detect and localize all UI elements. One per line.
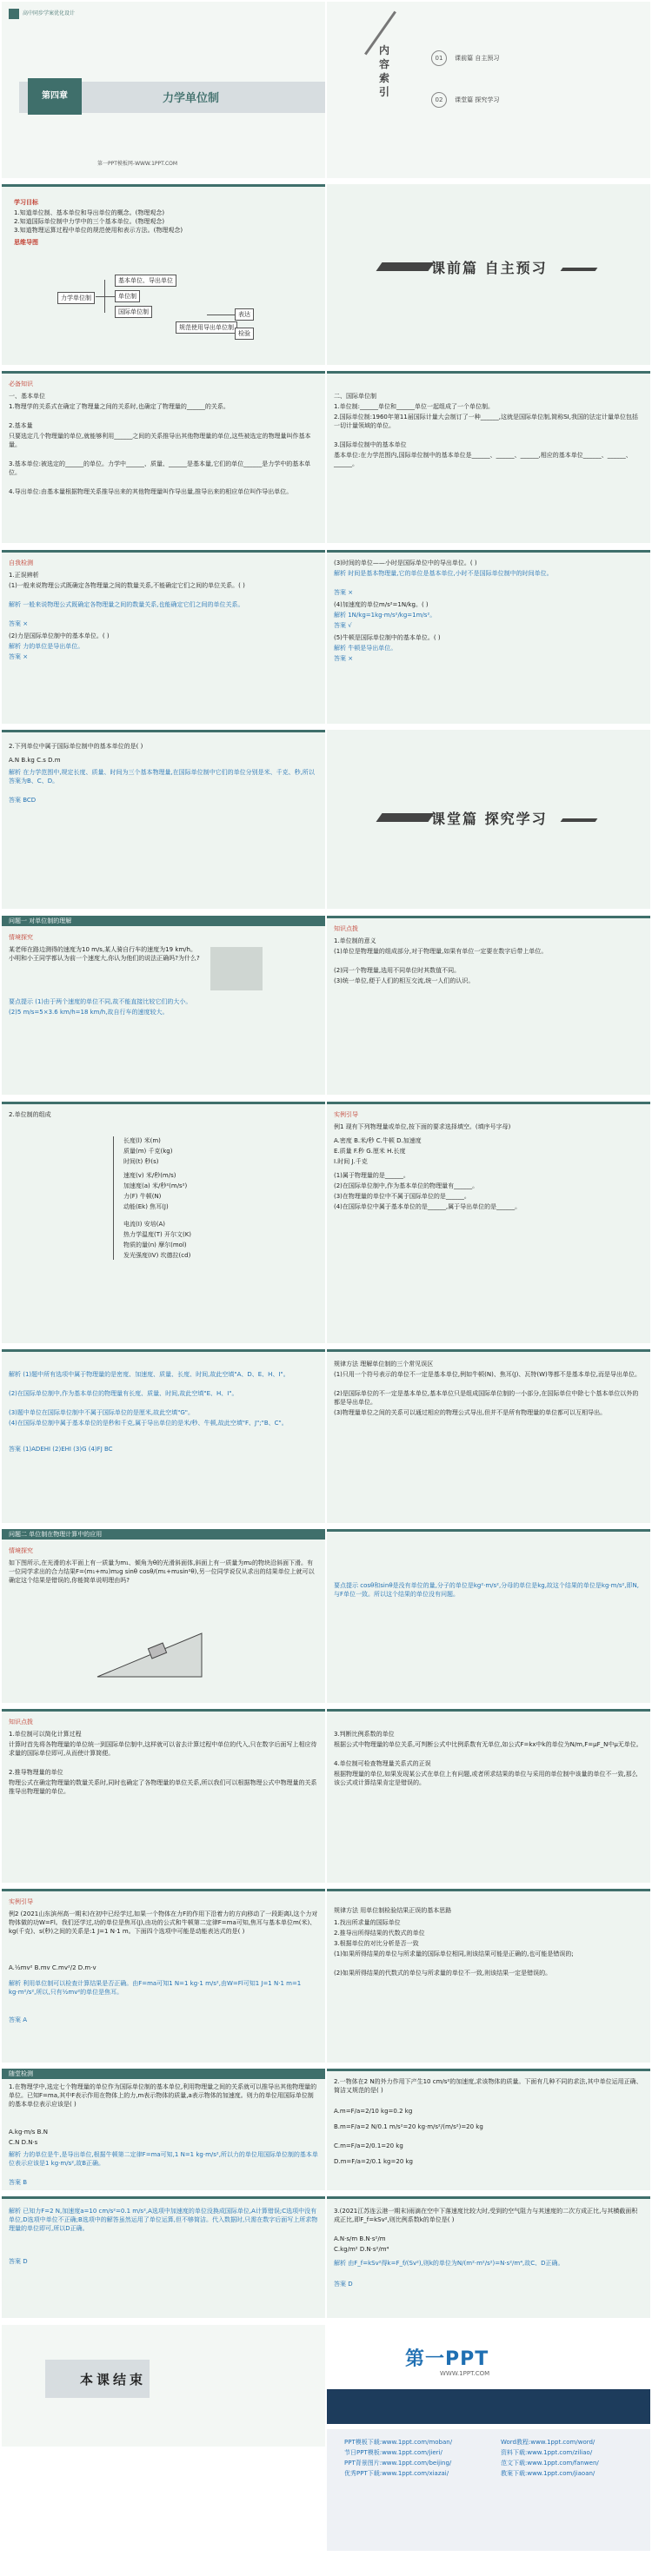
kb-line: 1.单位制:______单位和______单位一起组成了一个单位制。 (334, 403, 495, 410)
resource-link[interactable]: Word教程:www.1ppt.com/word/ (501, 2439, 595, 2446)
answer: 答案 (1)ADEHI (2)EHI (3)G (4)FJ BC (9, 1446, 113, 1453)
quiz-option: C.N D.N·s (9, 2139, 38, 2146)
map-node-4: 表达 (235, 308, 254, 321)
kb-line: 3.国际单位制中的基本单位 (334, 441, 407, 448)
kb-line: 只要选定几个物理量的单位,就能够利用______之间的关系推导出其他物理量的单位,这些被选定的物理量叫作基本量。 (9, 433, 311, 448)
slide-self-check-2 (327, 550, 650, 724)
slide-problem-2 (2, 1529, 325, 1703)
slide-knowledge (2, 371, 325, 543)
top-bar (327, 1529, 650, 1532)
key-point: (2)5 m/s=5×3.6 km/h=18 km/h,故自行车的速度较大。 (9, 1009, 169, 1016)
brush-stroke (376, 813, 434, 822)
top-bar (2, 2196, 325, 2199)
top-bar (327, 1889, 650, 1891)
answer: 答案 × (9, 620, 29, 627)
rule-line: 3.根据单位的对比分析是否一致 (334, 1940, 419, 1947)
tree-row: 动能(Ek) 焦耳(J) (123, 1203, 169, 1210)
map-node-3: 国际单位制 (115, 306, 152, 318)
note-line: 1.单位制的意义 (334, 937, 376, 944)
top-bar (2, 1349, 325, 1352)
resource-link[interactable]: 范文下载:www.1ppt.com/fanwen/ (501, 2460, 599, 2467)
map-connector (96, 296, 115, 297)
scenario: 如下图所示,在光滑的水平面上有一质量为m₁、倾角为θ的光滑斜面体,斜面上有一质量为m₂的物块沿斜面下滑。有一位同学求出的合力结果F=(m₁+m₂)m₂g sinθ cosθ/(m₁+m₂sin²θ),另一位同学说仅从求出的结果单位上就可以确定这个结果是错误的,你能简单说明理由吗? (9, 1560, 315, 1584)
section-tag: 知识点拨 (334, 925, 358, 932)
slide-problem-1 (2, 916, 325, 1095)
resource-link[interactable]: 资料下载:www.1ppt.com/ziliao/ (501, 2449, 593, 2456)
heading-bar (2, 2069, 325, 2079)
example-blank: (1)属于物理量的是______。 (334, 1172, 409, 1179)
objective-2: 2.知道国际单位制中力学中的三个基本单位。(物理观念) (14, 218, 165, 225)
example-option: E.质量 F.秒 G.厘米 H.长度 (334, 1148, 406, 1155)
item-number: 01 (431, 50, 447, 66)
resource-link[interactable]: 优秀PPT下载:www.1ppt.com/xiazai/ (344, 2470, 449, 2477)
analysis: 解析 力的单位是牛,是导出单位,根据牛顿第二定律F=ma可知,1 N=1 kg·m/s²,所以力的单位用国际单位制的基本单位表示应该是1 kg·m/s²,故B正确。 (9, 2151, 318, 2167)
slide-knowledge-2 (327, 371, 650, 543)
quiz-option: A.kg·m/s B.N (9, 2129, 48, 2136)
footer-text: 第一PPT模板网-WWW.1PPT.COM (97, 161, 178, 167)
top-bar (2, 1889, 325, 1891)
slide-problem-1-notes (327, 916, 650, 1095)
note-line: 根据物理量的单位,如果发现某公式在单位上有问题,或者所求结果的单位与采用的单位制中该量的单位不一致,那么该公式或计算结果肯定是错误的。 (334, 1771, 638, 1786)
logo-icon (9, 9, 19, 19)
answer: 答案 × (334, 655, 354, 662)
analysis: (2)在国际单位制中,作为基本单位的物理量有长度、质量、时间,故此空填"E、H、I"。 (9, 1390, 238, 1397)
options: A.N B.kg C.s D.m (9, 757, 61, 764)
rule-line: (1)如果所得结果的单位与所求量的国际单位相同,则该结果可能是正确的,也可能是错误的; (334, 1950, 574, 1957)
slide-cover (2, 2, 325, 178)
section-title: 课前篇 自主预习 (431, 260, 548, 276)
tree-bracket (113, 1136, 114, 1260)
note-line: 3.判断比例系数的单位 (334, 1731, 395, 1738)
key-point: 要点提示 (1)由于两个速度的单位不同,故不能直接比较它们的大小。 (9, 998, 192, 1005)
kb-line: 基本单位:在力学范围内,国际单位制中的基本单位是______、______、______,相应的基本单位______、______、______。 (334, 452, 632, 467)
objectives-title: 学习目标 (14, 199, 38, 206)
top-bar (327, 1102, 650, 1104)
analysis: 解析 由F_f=kSv²得k=F_f/(Sv²),则k的单位为N/(m²·m²/s²)=N·s²/m⁴,故C、D正确。 (334, 2260, 564, 2267)
tree-row: 物质的量(n) 摩尔(mol) (123, 1242, 187, 1248)
answer: 答案 √ (334, 622, 352, 629)
quiz-option: C.kg/m² D.N·s²/m⁴ (334, 2246, 389, 2253)
top-bar (2, 184, 325, 187)
rule-line: (2)是国际单位的不一定是基本单位,基本单位只是组成国际单位制的一小部分,在国际单位中除七个基本单位以外的都是导出单位。 (334, 1390, 639, 1406)
note-line: 根据公式中物理量的单位关系,可判断公式中比例系数有无单位,如公式F=kx中k的单位为N/m,F=μF_N中μ无单位。 (334, 1741, 642, 1748)
slide-unit-system (2, 1102, 325, 1343)
answer: 答案 B (9, 2179, 28, 2186)
brush-stroke (561, 268, 598, 271)
item-label: 课前篇 自主预习 (455, 55, 500, 62)
answer: 答案 D (9, 2258, 28, 2265)
rule-line: 1.找出所求量的国际单位 (334, 1919, 401, 1926)
answer: 答案 A (9, 2016, 28, 2023)
analysis: 解析 已知力F=2 N,加速度a=10 cm/s²=0.1 m/s²,A选项中加速度的单位没换成国际单位,A计算错误;C选项中没有单位,D选项中单位不正确;B选项中的解答虽然运用了单位运算,但不够简洁。代入数据时,只需在数字后面写上所求物理量的单位即可,所以D正确。 (9, 2208, 318, 2232)
rule-line: (1)只用一个符号表示的单位不一定是基本单位,例如牛顿(N)、焦耳(J)、瓦特(W)等都不是基本单位,而是导出单位。 (334, 1371, 641, 1378)
map-root: 力学单位制 (57, 292, 95, 304)
top-bar (327, 371, 650, 374)
slide-quiz-2 (327, 2069, 650, 2190)
question: (5)牛顿是国际单位制中的基本单位。( ) (334, 634, 441, 641)
top-bar (327, 2196, 650, 2199)
section-tag: 必备知识 (9, 381, 33, 387)
section-title: 课堂篇 探究学习 (431, 811, 548, 827)
end-title: 本课结束 (80, 2372, 147, 2387)
analysis: 解析 利用单位制可以检查计算结果是否正确。由F=ma可知1 N=1 kg·1 m/s²,由W=Fl可知1 J=1 N·1 m=1 kg·m²/s²,所以,只有½mv²的单位是焦耳。 (9, 1980, 302, 1996)
analysis: (3)题中单位在国际单位制中不属于国际单位的是厘米,故此空填"G"。 (9, 1409, 195, 1416)
note-line: 1.单位制可以简化计算过程 (9, 1731, 82, 1738)
tree-row: 力(F) 牛顿(N) (123, 1193, 162, 1200)
section-tag: 随堂检测 (9, 2070, 33, 2077)
tree-row: 长度(l) 米(m) (123, 1137, 161, 1144)
section-tag: 情境探究 (9, 934, 33, 941)
brush-stroke (561, 818, 598, 822)
kb-line: 1.物理学的关系式在确定了物理量之间的关系时,也确定了物理量的______的关系。 (9, 403, 230, 410)
note-line: 物理公式在确定物理量的数量关系时,同时也确定了各物理量的单位关系,所以我们可以根据物理公式中物理量的关系推导出物理量的单位。 (9, 1779, 317, 1795)
resource-link[interactable]: PPT背景图片:www.1ppt.com/beijing/ (344, 2460, 452, 2467)
problem-heading: 问题二 单位制在物理计算中的应用 (9, 1531, 103, 1538)
analysis: (4)在国际单位制中属于基本单位的是秒和千克,属于导出单位的是米/秒、牛顿,故此空填"F、J";"B、C"。 (9, 1420, 288, 1427)
note-line: (3)统一单位,便于人们的相互交流,统一人们的认识。 (334, 977, 475, 984)
note-line: 2.推导物理量的单位 (9, 1769, 63, 1776)
question-title: 1.正误辨析 (9, 572, 39, 579)
example-blank: (2)在国际单位制中,作为基本单位的物理量有______。 (334, 1182, 479, 1189)
kb-line: 一、基本单位 (9, 393, 45, 400)
slide-self-check (2, 550, 325, 724)
item-label: 课堂篇 探究学习 (455, 96, 500, 103)
slide-end (2, 2325, 325, 2447)
quiz-option: B.m=F/a=2 N/0.1 m/s²=20 kg·m/s²/(m/s²)=20 kg (334, 2123, 483, 2130)
quiz-option: A.m=F/a=2/10 kg=0.2 kg (334, 2108, 413, 2115)
scenario: 某老师在路边测得的速度为10 m/s,某人骑自行车的速度为19 km/h。小明和小王同学都认为前一个速度大,你认为他们的说法正确吗?为什么? (9, 946, 200, 962)
section-title: 2.单位制的组成 (9, 1111, 51, 1118)
tree-row: 热力学温度(T) 开尔文(K) (123, 1231, 192, 1238)
brand-url[interactable]: WWW.1PPT.COM (440, 2370, 490, 2377)
question: (2)力是国际单位制中的基本单位。( ) (9, 632, 110, 639)
slide-quiz-1 (2, 2069, 325, 2190)
example-blank: (3)在物理量的单位中不属于国际单位的是______。 (334, 1193, 470, 1200)
top-bar (2, 550, 325, 553)
analysis: 解析 时间是基本物理量,它的单位是基本单位,小时不是国际单位制中的时间单位。 (334, 570, 553, 577)
section-tag: 实例引导 (9, 1898, 33, 1905)
lesson-title: 力学单位制 (163, 92, 220, 105)
incline-diagram (89, 1625, 219, 1685)
example-question: 例2 (2021山东滨州高一期末)在初中已经学过,如果一个物体在力F的作用下沿着力的方向移动了一段距离l,这个力对物体做的功W=Fl。我们还学过,功的单位是焦耳(J),由功的公式和牛顿第二定律F=ma可知,焦耳与基本单位m(米)、kg(千克)、s(秒)之间的关系是:1 J=1 N·1 m。下面四个选项中可能是动能表达式的是( ) (9, 1910, 318, 1935)
kb-line: 2.国际单位制:1960年第11届国际计量大会制订了一种______,这就是国际单位制,简称SI,我国的法定计量单位包括一切计量领域的单位。 (334, 414, 638, 429)
cyclist-image (210, 947, 263, 990)
slide-section-1 (327, 184, 650, 365)
quiz-option: A.N·s/m B.N·s²/m (334, 2235, 386, 2242)
map-node-6: 检验 (235, 328, 254, 340)
top-bar (327, 2069, 650, 2071)
contents-item-1[interactable] (431, 47, 499, 66)
map-node-5: 规范使用导出单位制 (176, 321, 237, 334)
top-bar (327, 1349, 650, 1352)
answer: 答案 D (334, 2281, 353, 2288)
kb-line: 4.导出单位:由基本量根据物理关系推导出来的其他物理量叫作导出量,推导出来的相应单位叫作导出单位。 (9, 488, 293, 495)
section-tag: 知识点拨 (9, 1718, 33, 1725)
analysis: 解析 在力学范围中,规定长度、质量、时间为三个基本物理量,在国际单位制中它们的单位分别是米、千克、秒,所以答案为B、C、D。 (9, 769, 315, 785)
rule-line: 规律方法 理解单位制的三个常见误区 (334, 1361, 434, 1367)
quiz-option: C.m=F/a=2/0.1=20 kg (334, 2142, 403, 2149)
map-title: 思维导图 (14, 239, 38, 246)
rule-line: (3)物理量单位之间的关系可以通过相应的物理公式导出,但并不是所有物理量的单位都可以互相导出。 (334, 1409, 607, 1416)
section-tag: 实例引导 (334, 1111, 358, 1118)
item-number: 02 (431, 92, 447, 108)
slide-analysis-1 (2, 1349, 325, 1523)
answer: 答案 × (9, 653, 29, 660)
note-line: 计算时首先将各物理量的单位统一到国际单位制中,这样就可以省去计算过程中单位的代入,只在数字后面写上相应待求量的国际单位即可,从而使计算简便。 (9, 1741, 317, 1757)
answer: 答案 BCD (9, 797, 37, 804)
quiz-option: D.m=F/a=2/0.1 kg=20 kg (334, 2158, 413, 2165)
brand-logo: 第一PPT (405, 2348, 489, 2370)
key-point: 要点提示 cosθ和sinθ是没有单位的量,分子的单位是kg²·m/s²,分母的单位是kg,故这个结果的单位是kg·m/s²,即N,与F单位一致。所以这个结果的单位没有问题。 (334, 1582, 639, 1598)
section-tag: 自我检测 (9, 560, 33, 566)
quiz-question: 2.一物体在2 N的外力作用下产生10 cm/s²的加速度,求该物体的质量。下面有几种不同的求法,其中单位运用正确、简洁又规范的是( ) (334, 2078, 642, 2094)
example-blank: (4)在国际单位中属于基本单位的是______,属于导出单位的是______。 (334, 1203, 522, 1210)
resource-link[interactable]: 教案下载:www.1ppt.com/jiaoan/ (501, 2470, 595, 2477)
analysis: 解析 力的单位是导出单位。 (9, 643, 84, 650)
chapter-label: 第四章 (28, 78, 82, 115)
rule-line: 2.推导出所得结果的代数式的单位 (334, 1930, 425, 1937)
slide-example-2 (2, 1889, 325, 2063)
analysis: 解析 1N/kg=1kg·m/s²/kg=1m/s²。 (334, 612, 436, 619)
section-tag: 情境探究 (9, 1547, 33, 1554)
slide-notes-3 (327, 1709, 650, 1883)
kb-line: 二、国际单位制 (334, 393, 376, 400)
tree-row: 速度(v) 米/秒(m/s) (123, 1172, 176, 1179)
question: (4)加速度的单位m/s²=1N/kg。( ) (334, 601, 429, 608)
contents-title: 内容索引 (379, 44, 390, 98)
tree-row: 时间(t) 秒(s) (123, 1158, 159, 1165)
slide-contents (327, 2, 650, 178)
top-bar (327, 550, 650, 553)
link-panel (327, 2429, 650, 2551)
resource-link[interactable]: 节日PPT模板:www.1ppt.com/jieri/ (344, 2449, 442, 2456)
kb-line: 2.基本量 (9, 422, 33, 429)
slide-question-2 (2, 730, 325, 909)
example-question: 例1 现有下列物理量或单位,按下面的要求选择填空。(填序号字母) (334, 1123, 511, 1130)
slide-quiz-analysis (2, 2196, 325, 2318)
answer: 答案 × (334, 589, 354, 596)
question: (3)时间的单位——小时是国际单位中的导出单位。( ) (334, 560, 477, 566)
slide-example-1 (327, 1102, 650, 1343)
map-node-2: 单位制 (115, 290, 140, 302)
analysis: 解析 (1)题中所有选项中属于物理量的是密度、加速度、质量、长度、时间,故此空填"A、D、E、H、I"。 (9, 1371, 289, 1378)
slide-objectives (2, 184, 325, 365)
series-header: 高中同步学案优化设计 (23, 10, 76, 17)
slide-quiz-3 (327, 2196, 650, 2318)
ad-band (327, 2389, 650, 2424)
example-option: I.时间 J.千克 (334, 1158, 368, 1165)
slide-notes-2 (2, 1709, 325, 1883)
top-bar (2, 371, 325, 374)
note-line: (1)单位是物理量的组成部分,对于物理量,如果有单位一定要在数字后带上单位。 (334, 948, 548, 955)
analysis: 解析 一般来说物理公式既确定各物理量之间的数量关系,也能确定它们之间的单位关系。 (9, 601, 244, 608)
problem-heading: 问题一 对单位制的理解 (9, 917, 72, 924)
tree-row: 发光强度(IV) 坎德拉(cd) (123, 1252, 191, 1259)
kb-line: 3.基本单位:被选定的______的单位。力学中______、质量、______是基本量,它们的单位______是力学中的基本单位。 (9, 460, 311, 476)
slide-rules-1 (327, 1349, 650, 1523)
note-line: 4.单位制可检查物理量关系式的正误 (334, 1760, 431, 1767)
slide-ad (327, 2325, 650, 2574)
question: 2.下列单位中属于国际单位制中的基本单位的是( ) (9, 743, 143, 750)
tree-row: 质量(m) 千克(kg) (123, 1148, 173, 1155)
top-bar (327, 1709, 650, 1712)
objective-3: 3.知道物理运算过程中单位的规范使用和表示方法。(物理观念) (14, 227, 183, 234)
top-bar (2, 730, 325, 732)
quiz-question: 1.在物理学中,选定七个物理量的单位作为国际单位制的基本单位,利用物理量之间的关系就可以推导出其他物理量的单位。已知F=ma,其中F表示作用在物体上的力,m表示物体的质量,a表示物体的加速度。则力的单位用国际单位制的基本单位表示应该是( ) (9, 2083, 317, 2108)
slide-section-2 (327, 730, 650, 909)
tree-row: 加速度(a) 米/秒²(m/s²) (123, 1182, 188, 1189)
slide-problem-2-key (327, 1529, 650, 1703)
slide-rules-2 (327, 1889, 650, 2063)
map-node-1: 基本单位、导出单位 (115, 275, 176, 287)
question: (1)一般来说物理公式既确定各物理量之间的数量关系,不能确定它们之间的单位关系。( ) (9, 582, 245, 589)
contents-item-2[interactable] (431, 89, 499, 108)
top-bar (327, 916, 650, 918)
example-option: A.密度 B.米/秒 C.牛顿 D.加速度 (334, 1137, 422, 1144)
quiz-question: 3.(2021江苏连云港一期末)雨滴在空中下落速度比较大时,受到的空气阻力与其速度的二次方成正比,与其横截面积成正比,即F_f=kSv²,则比例系数k的单位是( ) (334, 2208, 638, 2223)
top-bar (2, 1709, 325, 1712)
tree-row: 电流(I) 安培(A) (123, 1221, 166, 1228)
brush-stroke (376, 262, 434, 271)
rule-line: (2)如果所得结果的代数式的单位与所求量的单位不一致,则该结果一定是错误的。 (334, 1970, 552, 1977)
note-line: (2)同一个物理量,选用不同单位时其数值不同。 (334, 967, 461, 974)
example-option: A.½mv² B.mv C.mv²/2 D.m·v (9, 1964, 96, 1971)
top-bar (2, 1102, 325, 1104)
objective-1: 1.知道单位制、基本单位和导出单位的概念。(物理观念) (14, 209, 165, 216)
analysis: 解析 牛顿是导出单位。 (334, 645, 397, 652)
rule-line: 规律方法 用单位制检验结果正误的基本思路 (334, 1907, 452, 1914)
resource-link[interactable]: PPT模板下载:www.1ppt.com/moban/ (344, 2439, 453, 2446)
